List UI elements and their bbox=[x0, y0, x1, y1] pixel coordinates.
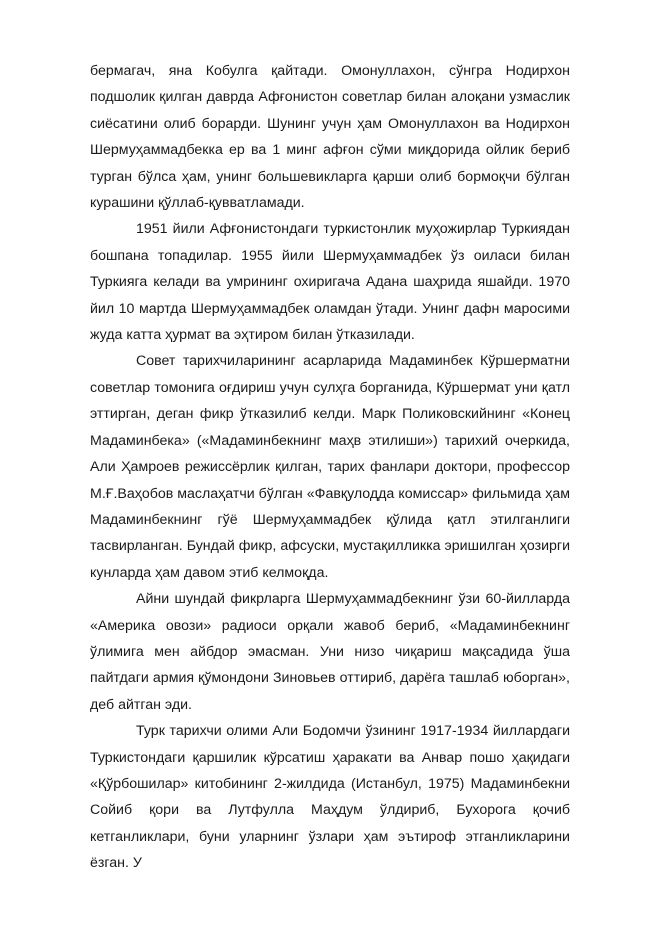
paragraph-5: Турк тарихчи олими Али Бодомчи ўзининг 1917-1934 йиллардаги Туркистондаги қаршилик кўрсатиш ҳаракати ва Анвар пошо ҳақидаги «Қўрбошилар» китобининг 2-жилдида (Истанбул, 1975) Мадаминбекни Сойиб қори ва Лутфулла Маҳдум ўлдириб, Бухорога қочиб кетганликлари, буни уларнинг ўзлари ҳам эътироф этганликларини ёзган. У bbox=[90, 723, 570, 872]
paragraph-2: 1951 йили Афғонистондаги туркистонлик муҳожирлар Туркиядан бошпана топадилар. 1955 йили Шермуҳаммадбек ўз оиласи билан Туркияга келади ва умрининг охиригача Адана шаҳрида яшайди. 1970 йил 10 мартда Шермуҳаммадбек оламдан ўтади. Унинг дафн маросими жуда катта ҳурмат ва эҳтиром билан ўтказилади. bbox=[90, 221, 570, 344]
paragraph-1: бермагач, яна Кобулга қайтади. Омонуллахон, сўнгра Нодирхон подшолик қилган даврда Афғонистон советлар билан алоқани узмаслик сиёсатини олиб борарди. Шунинг учун ҳам Омонуллахон ва Нодирхон Шермуҳаммадбекка ер ва 1 минг афғон сўми миқдорида ойлик бериб турган бўлса ҳам, унинг большевикларга қарши олиб бормоқчи бўлган курашини қўллаб-қувватламади. bbox=[90, 63, 570, 212]
paragraph-3: Совет тарихчиларининг асарларида Мадаминбек Кўршерматни советлар томонига оғдириш учун сулҳга борганида, Кўршермат уни қатл эттирган, деган фикр ўтказилиб келди. Марк Поликовскийнинг «Конец Мадаминбека» («Мадаминбекнинг маҳв этилиши») тарихий очеркида, Али Ҳамроев режиссёрлик қилган, тарих фанлари доктори, профессор М.Ғ.Ваҳобов маслаҳатчи бўлган «Фавқулодда комиссар» фильмида ҳам Мадаминбекнинг гўё Шермуҳаммадбек қўлида қатл этилганлиги тасвирланган. Бундай фикр, афсуски, мустақилликка эришилган ҳозирги кунларда ҳам давом этиб келмоқда. bbox=[90, 353, 570, 581]
document-body bbox=[90, 58, 570, 877]
paragraph-4: Айни шундай фикрларга Шермуҳаммадбекнинг ўзи 60-йилларда «Америка овози» радиоси орқали жавоб бериб, «Мадаминбекнинг ўлимига мен айбдор эмасман. Уни низо чиқариш мақсадида ўша пайтдаги армия қўмондони Зиновьев оттириб, дарёга ташлаб юборган», деб айтган эди. bbox=[90, 591, 570, 713]
